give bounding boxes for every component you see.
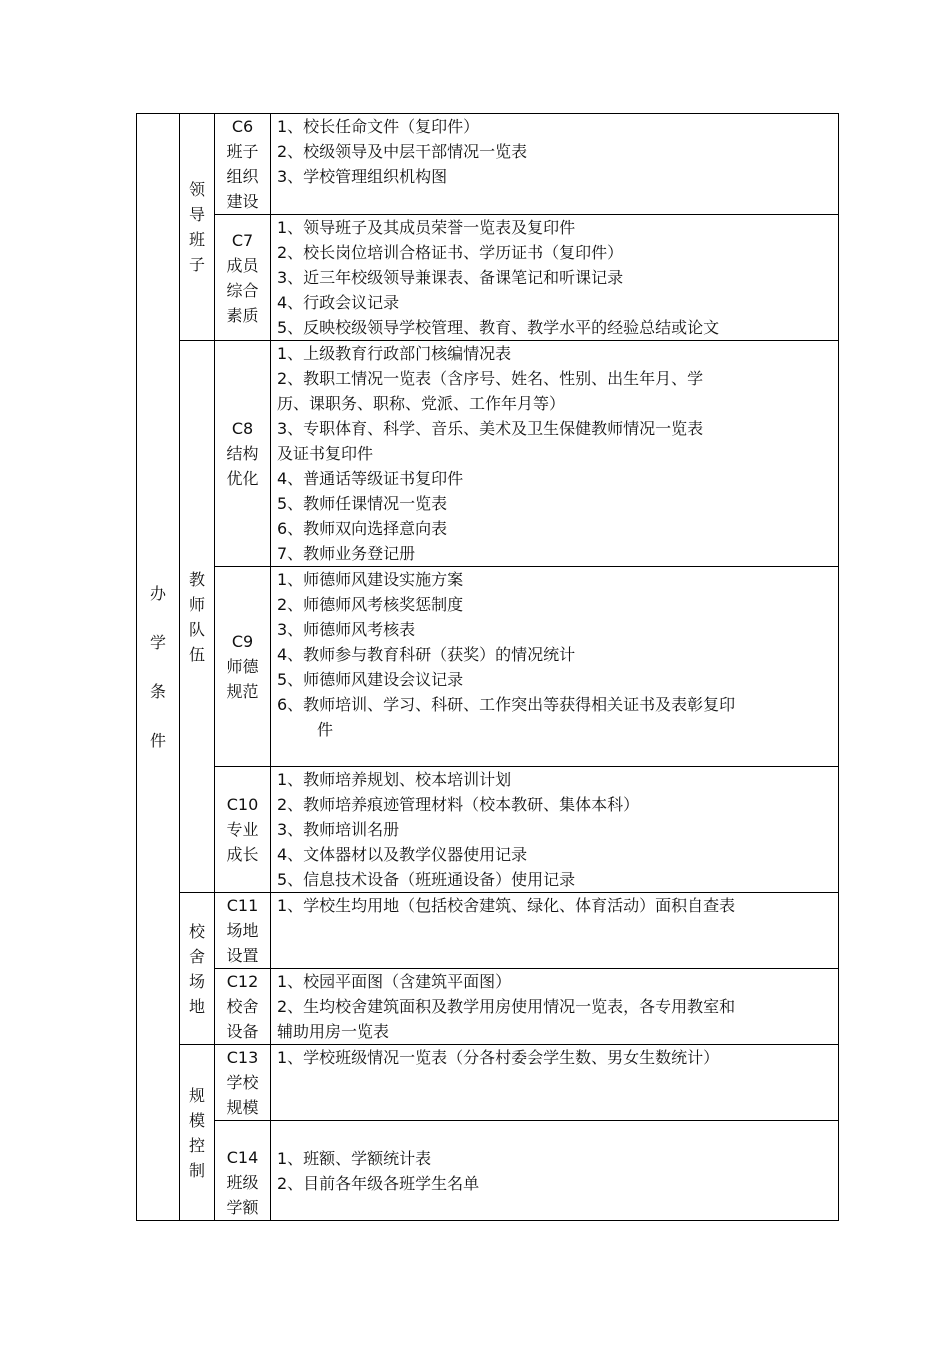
code-id: C13 <box>226 1048 259 1067</box>
list-item: 4、行政会议记录 <box>277 293 400 312</box>
list-item: 2、师德师风考核奖惩制度 <box>277 595 464 614</box>
code-id: C12 <box>226 972 259 991</box>
list-item: 辅助用房一览表 <box>277 1022 390 1041</box>
code-id: C10 <box>226 795 259 814</box>
inspection-items-table <box>136 113 839 1221</box>
items-cell <box>271 893 839 969</box>
list-item: 件 <box>317 720 334 739</box>
code-name: 班子组织建设 <box>226 142 259 211</box>
group-cell <box>180 114 215 341</box>
list-item: 2、教师培养痕迹管理材料（校本教研、集体本科） <box>277 795 640 814</box>
items-cell <box>271 1121 839 1221</box>
category-label: 办学条件 <box>149 584 166 750</box>
items-cell <box>271 1045 839 1121</box>
group-cell <box>180 341 215 893</box>
code-id: C6 <box>231 117 254 136</box>
list-item: 1、领导班子及其成员荣誉一览表及复印件 <box>277 218 576 237</box>
table-row <box>137 215 839 341</box>
list-item: 2、生均校舍建筑面积及教学用房使用情况一览表，各专用教室和 <box>277 997 736 1016</box>
code-name: 班级学额 <box>226 1173 259 1217</box>
table-row <box>137 1045 839 1121</box>
code-id: C7 <box>231 230 254 250</box>
list-item: 3、教师培训名册 <box>277 820 400 839</box>
table-row <box>137 114 839 215</box>
list-item: 3、师德师风考核表 <box>277 620 416 639</box>
code-name: 场地设置 <box>226 921 259 965</box>
list-item: 4、教师参与教育科研（获奖）的情况统计 <box>277 645 576 664</box>
list-item: 1、教师培养规划、校本培训计划 <box>277 770 512 789</box>
group-label: 规模控制 <box>188 1085 205 1180</box>
table-row <box>137 567 839 767</box>
table-row <box>137 893 839 969</box>
group-label: 教师队伍 <box>188 569 205 664</box>
code-name: 师德规范 <box>226 657 259 701</box>
code-cell <box>215 114 271 215</box>
category-cell <box>137 114 180 1221</box>
code-name: 学校规模 <box>226 1073 259 1117</box>
list-item: 1、学校班级情况一览表（分各村委会学生数、男女生数统计） <box>277 1048 720 1067</box>
list-item: 1、班额、学额统计表 <box>277 1148 432 1168</box>
code-name: 成员综合素质 <box>226 255 259 325</box>
list-item: 及证书复印件 <box>277 444 374 463</box>
code-cell <box>215 893 271 969</box>
list-item: 7、教师业务登记册 <box>277 544 416 563</box>
list-item: 2、教职工情况一览表（含序号、姓名、性别、出生年月、学 <box>277 369 704 388</box>
items-cell <box>271 767 839 893</box>
group-label: 校舍场地 <box>188 921 205 1016</box>
list-item: 2、目前各年级各班学生名单 <box>277 1173 480 1193</box>
list-item: 5、信息技术设备（班班通设备）使用记录 <box>277 870 576 889</box>
items-cell <box>271 114 839 215</box>
list-item: 2、校级领导及中层干部情况一览表 <box>277 142 528 161</box>
group-label: 领导班子 <box>188 180 205 274</box>
list-item: 历、课职务、职称、党派、工作年月等） <box>277 394 566 413</box>
code-id: C14 <box>226 1148 259 1167</box>
group-cell <box>180 1045 215 1221</box>
code-cell <box>215 767 271 893</box>
code-id: C9 <box>231 632 254 651</box>
list-item: 1、校园平面图（含建筑平面图） <box>277 972 512 991</box>
list-item: 4、普通话等级证书复印件 <box>277 469 464 488</box>
table-row <box>137 341 839 567</box>
list-item: 4、文体器材以及教学仪器使用记录 <box>277 845 528 864</box>
code-cell <box>215 341 271 567</box>
items-cell <box>271 341 839 567</box>
list-item: 6、教师双向选择意向表 <box>277 519 448 538</box>
list-item: 5、师德师风建设会议记录 <box>277 670 464 689</box>
items-cell <box>271 567 839 767</box>
list-item: 1、校长任命文件（复印件） <box>277 117 480 136</box>
code-cell <box>215 969 271 1045</box>
items-cell <box>271 969 839 1045</box>
code-name: 专业成长 <box>226 820 259 864</box>
table-row <box>137 969 839 1045</box>
list-item: 2、校长岗位培训合格证书、学历证书（复印件） <box>277 243 624 262</box>
code-cell <box>215 567 271 767</box>
list-item: 5、反映校级领导学校管理、教育、教学水平的经验总结或论文 <box>277 318 720 337</box>
code-id: C8 <box>231 419 254 438</box>
code-name: 结构优化 <box>226 444 259 488</box>
list-item: 1、上级教育行政部门核编情况表 <box>277 344 512 363</box>
list-item: 3、专职体育、科学、音乐、美术及卫生保健教师情况一览表 <box>277 419 704 438</box>
code-id: C11 <box>226 896 259 915</box>
code-cell <box>215 1045 271 1121</box>
items-cell <box>271 215 839 341</box>
list-item: 3、近三年校级领导兼课表、备课笔记和听课记录 <box>277 268 624 287</box>
list-item: 3、学校管理组织机构图 <box>277 167 448 186</box>
code-cell <box>215 215 271 341</box>
table-row <box>137 1121 839 1221</box>
list-item: 1、师德师风建设实施方案 <box>277 570 464 589</box>
table-row <box>137 767 839 893</box>
code-cell <box>215 1121 271 1221</box>
code-name: 校舍设备 <box>226 997 259 1041</box>
list-item: 6、教师培训、学习、科研、工作突出等获得相关证书及表彰复印 <box>277 695 736 714</box>
list-item: 5、教师任课情况一览表 <box>277 494 448 513</box>
group-cell <box>180 893 215 1045</box>
list-item: 1、学校生均用地（包括校舍建筑、绿化、体育活动）面积自查表 <box>277 896 736 915</box>
